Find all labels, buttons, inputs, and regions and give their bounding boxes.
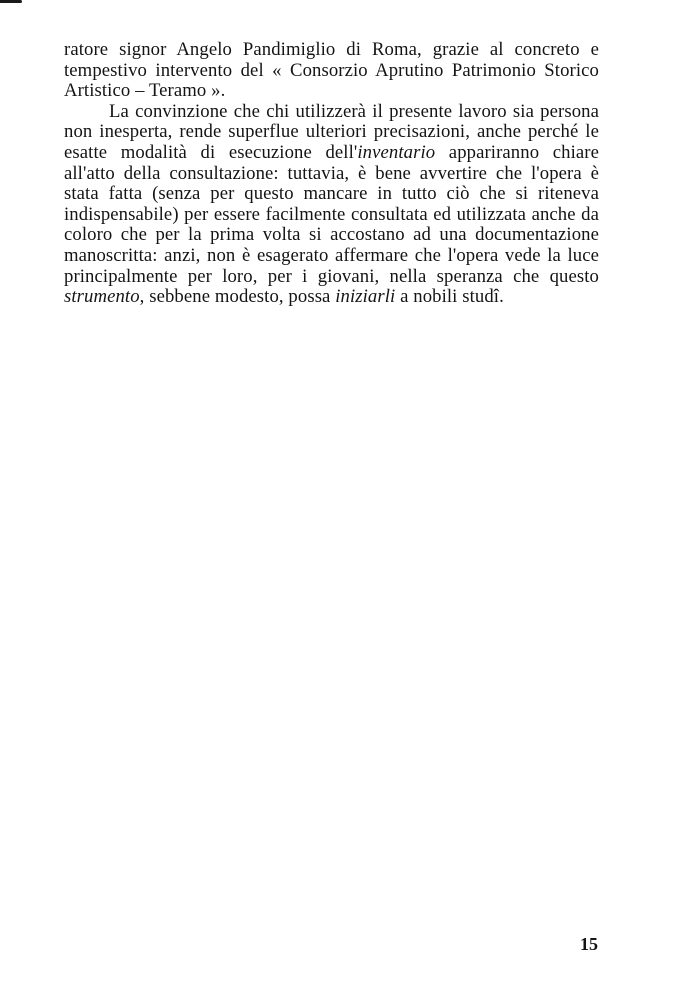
paragraph-1 [64, 40, 599, 102]
paragraph-2-text: a nobili studî. [395, 286, 504, 308]
scan-corner-mark [0, 0, 22, 3]
paragraph-2-text: , sebbene modesto, possa [139, 286, 336, 308]
page-number: 15 [580, 934, 598, 954]
paragraph-2 [64, 102, 599, 308]
italic-term-iniziarli: iniziarli [335, 286, 396, 308]
paragraph-2-text: La convinzione che chi utilizzerà il presente lavoro sia persona non inesperta, rende superflue ulteriori precisazioni, anche perché le esatte modalità di esecuzione dell' [64, 100, 599, 163]
paragraph-1-text: ratore signor Angelo Pandimiglio di Roma, grazie al concreto e tempestivo intervento del « Consorzio Aprutino Patrimonio Storico Artistico – Teramo ». [64, 39, 599, 102]
italic-term-strumento: strumento [64, 286, 140, 308]
page-body-text [64, 40, 599, 308]
italic-term-inventario: inventario [357, 141, 436, 163]
paragraph-2-text: appariranno chiare all'atto della consultazione: tuttavia, è bene avvertire che l'opera è stata fatta (senza per questo mancare in tutto ciò che si riteneva indispensabile) per essere facilmente consultata ed utilizzata anche da coloro che per la prima volta si accostano ad una documentazione manoscritta: anzi, non è esagerato affermare che l'opera vede la luce principalmente per loro, per i giovani, nella speranza che questo [64, 141, 599, 287]
